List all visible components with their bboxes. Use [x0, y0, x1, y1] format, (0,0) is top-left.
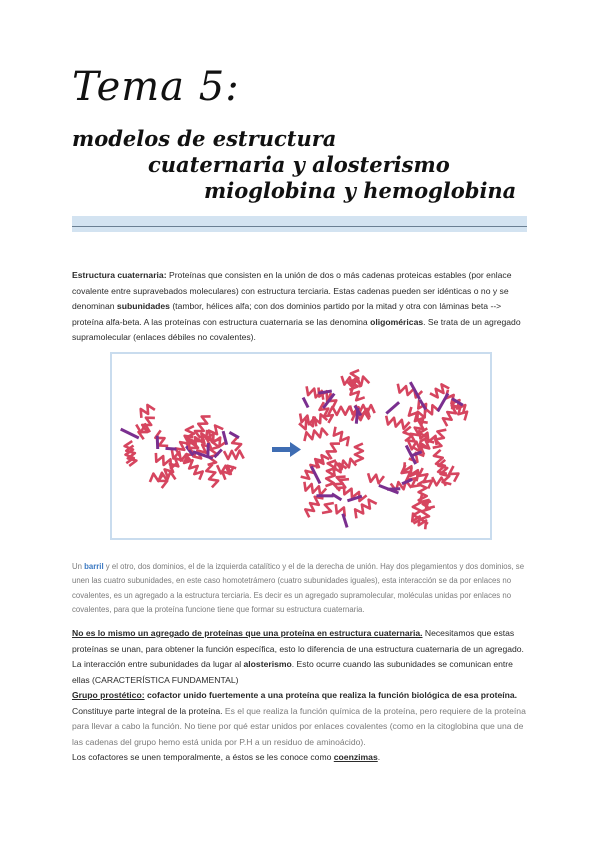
- protein-structure-illustration: [112, 354, 490, 538]
- alpha-helix: [206, 464, 218, 487]
- alpha-helix: [224, 451, 244, 459]
- alpha-helix: [449, 466, 458, 482]
- beta-strand: [157, 436, 158, 449]
- term-grupo-prostetico: Grupo prostético:: [72, 690, 145, 700]
- alpha-helix: [355, 500, 377, 519]
- protein-structure-figure: [110, 352, 492, 540]
- p4-grey-text: Es el que realiza la función química de la proteína, pero requiere de la proteína para llevar a cabo la función. No tiene por qué estar unidos por enlaces covalentes (como en la citoglobina que una de las cadenas del grupo hemo está unida por P.H a un residuo de aminoácido).: [72, 705, 526, 747]
- beta-strand: [166, 448, 177, 449]
- term-subunidades: subunidades: [116, 301, 170, 312]
- alpha-helix: [304, 482, 326, 495]
- term-estructura-cuaternaria: Estructura cuaternaria:: [72, 270, 167, 280]
- alpha-helix: [305, 497, 323, 518]
- paragraph-figure-caption: [72, 560, 528, 617]
- p4-text-1: Constituye parte integral de la proteína.: [72, 705, 223, 716]
- header-band: [72, 216, 527, 232]
- alpha-helix: [322, 503, 334, 513]
- monomer-structure: [121, 405, 244, 488]
- alpha-helix: [386, 416, 409, 429]
- term-alosterismo: alosterismo: [243, 659, 292, 670]
- alpha-helix: [432, 477, 446, 486]
- paragraph-quaternary-structure: [72, 268, 528, 346]
- p1-text-3: . Se trata de un agregado supramolecular (enlaces débiles no covalentes).: [72, 316, 521, 343]
- p4-text-2: Los cofactores se unen temporalmente, a éstos se les conoce como: [72, 752, 334, 763]
- subtitle-line-2: cuaternaria y alosterismo: [148, 152, 450, 177]
- p2-text-1: Un: [72, 562, 85, 571]
- p2-text-2: y el otro, dos dominios, el de la izquierda catalítico y el de la derecha de unión. Hay dos plegamientos y dos dominios, se unen las cuatro subunidades, en este caso homotetrámero (cuatro subunidades iguales), esta interacción se da por enlaces no covalentes, es un agregado a la estructura terciaria. Es decir es un agregado supramolecular, moléculas unidas por enlaces no covalentes, para que la proteína funcione tiene que formar su estructura cuaternaria.: [72, 562, 525, 614]
- page-title: Tema 5:: [72, 64, 240, 110]
- beta-strand: [402, 479, 412, 483]
- beta-strand: [386, 402, 399, 413]
- p4-text-3: .: [377, 752, 381, 763]
- term-barril: barril: [84, 562, 104, 571]
- arrow-icon: [272, 442, 301, 457]
- alpha-helix: [368, 473, 384, 483]
- p1-text-1: Proteínas que consisten en la unión de dos o más cadenas proteicas estables (por enlace covalente entre supravebados moleculares) con estructura terciaria. Estas cadenas pueden ser idénticas o no y se denominan: [72, 270, 512, 312]
- alpha-helix: [327, 444, 340, 460]
- alpha-helix: [355, 444, 363, 462]
- p4-definition: cofactor unido fuertemente a una proteína que realiza la función biológica de esa proteína.: [144, 690, 518, 700]
- alpha-helix: [232, 436, 241, 451]
- alpha-helix: [141, 405, 155, 418]
- term-oligomericas: oligoméricas: [370, 316, 424, 327]
- beta-strand: [311, 466, 320, 483]
- subtitle-line-3: mioglobina y hemoglobina: [204, 178, 517, 203]
- header-rule: [72, 226, 527, 227]
- paragraph-grupo-prostetico: [72, 688, 528, 766]
- alpha-helix: [304, 429, 327, 442]
- underlined-statement: No es lo mismo un agregado de proteínas que una proteína en estructura cuaternaria.: [72, 628, 423, 638]
- beta-strand: [438, 394, 448, 412]
- beta-strand: [303, 398, 308, 408]
- paragraph-alosterismo: [72, 626, 528, 688]
- p3-text-2: . Esto ocurre cuando las subunidades se comunican entre ellas (CARACTERÍSTICA FUNDAMENTAL): [72, 659, 513, 685]
- tetramer-structure: [299, 370, 467, 529]
- p1-text-2: (tambor, hélices alfa; con dos dominios partido por la mitad y otra con láminas beta --> proteína alfa-beta. A las proteínas con estructura cuaternaria se las denomina: [72, 301, 502, 327]
- beta-strand: [121, 429, 139, 438]
- beta-strand: [229, 432, 239, 437]
- beta-strand: [356, 408, 358, 424]
- subtitle-line-1: modelos de estructura: [72, 126, 337, 151]
- alpha-helix: [409, 407, 423, 427]
- term-coenzimas: coenzimas: [333, 752, 378, 763]
- p3-text-1: Necesitamos que estas proteínas se unan, para obtener la función específica, esto lo diferencia de una estructura cuaternaria de un agregado. La interacción entre subunidades da lugar al: [72, 628, 524, 670]
- beta-strand: [343, 514, 347, 528]
